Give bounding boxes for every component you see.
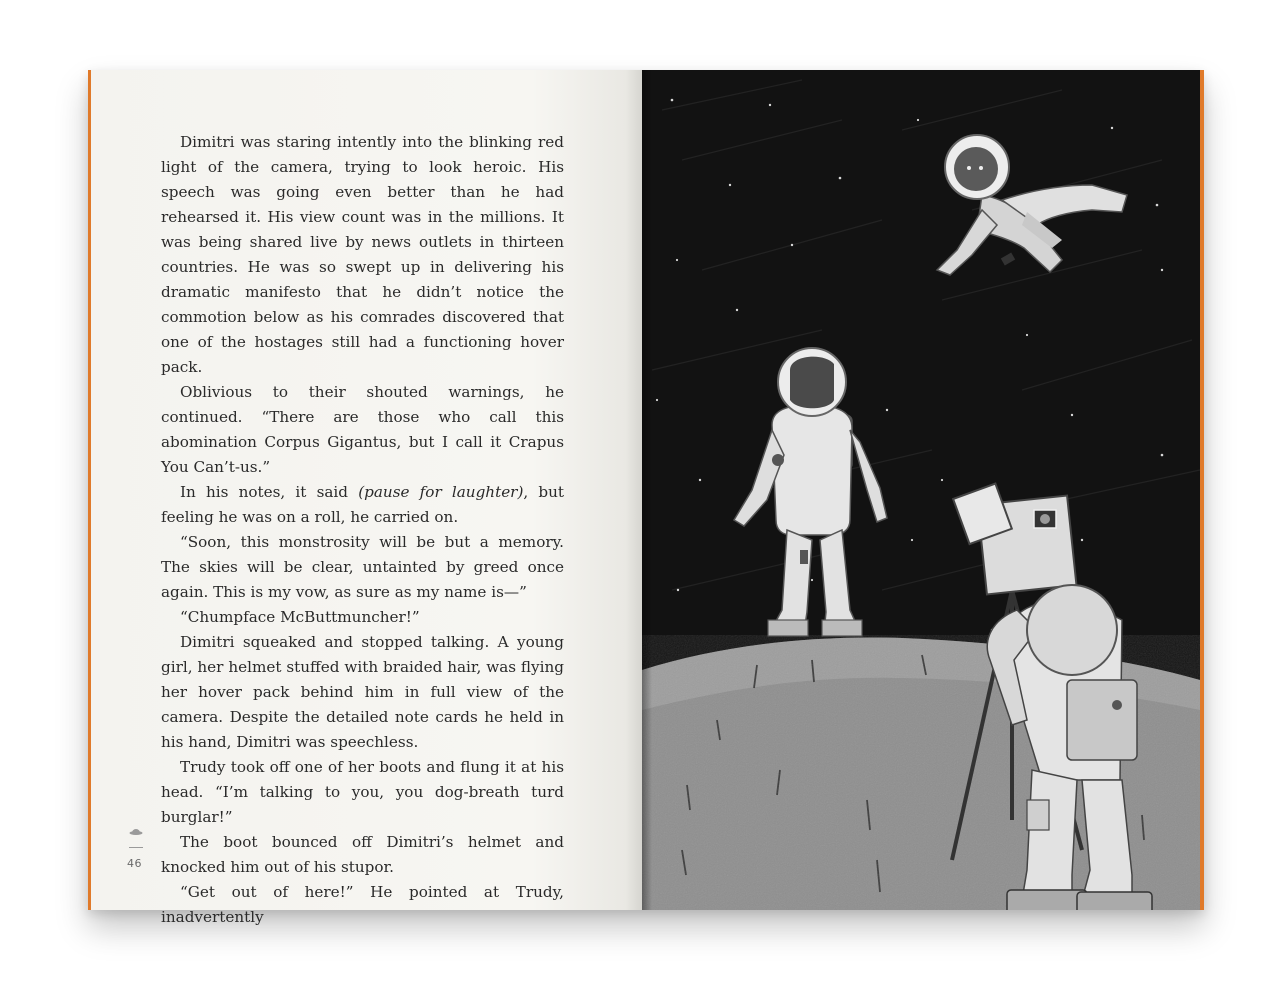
paragraph: [161, 530, 564, 605]
text-run: “Chumpface McButtmuncher!”: [180, 608, 420, 626]
text-run: “Get out of here!” He pointed at Trudy, inadvertently: [161, 883, 564, 926]
text-run: In his notes, it said: [180, 483, 359, 501]
sky-strokes: [652, 80, 1200, 590]
paragraph: [161, 480, 564, 530]
paragraph: [161, 605, 564, 630]
text-run: Dimitri was staring intently into the blinking red light of the camera, trying to look heroic. His speech was going even better than he had rehearsed it. His view count was in the millions. It was being shared live by news outlets in thirteen countries. He was so swept up in delivering his dramatic manifesto that he didn’t notice the commotion below as his comrades discovered that one of the hostages still had a functioning hover pack.: [161, 133, 564, 376]
paragraph: [161, 880, 564, 930]
planet-icon: [129, 828, 143, 836]
paragraph: [161, 130, 564, 380]
right-page-illustration: [642, 70, 1200, 910]
text-run: , but feeling he was on a roll, he carried on.: [161, 483, 565, 526]
text-run: Trudy took off one of her boots and flung it at his head. “I’m talking to you, you dog-breath turd burglar!”: [161, 758, 564, 826]
text-run: Oblivious to their shouted warnings, he continued. “There are those who call this abomination Corpus Gigantus, but I call it Crapus You Can’t-us.”: [161, 383, 564, 476]
paragraph: [161, 830, 564, 880]
body-text: [161, 130, 564, 930]
page-number-rule: [129, 847, 143, 848]
astronaut-illustration: [642, 70, 1200, 910]
paragraph: [161, 380, 564, 480]
book-spread: [88, 70, 1204, 926]
paragraph: [161, 630, 564, 755]
italic-text: (pause for laughter): [358, 483, 524, 501]
page-number: 46: [127, 857, 142, 870]
standing-astronaut: [734, 348, 887, 636]
floating-astronaut: [937, 135, 1127, 275]
page-edge-right: [1200, 70, 1204, 910]
gutter-shadow: [642, 70, 652, 910]
text-run: “Soon, this monstrosity will be but a memory. The skies will be clear, untainted by greed once again. This is my vow, as sure as my name is—”: [161, 533, 564, 601]
text-run: Dimitri squeaked and stopped talking. A young girl, her helmet stuffed with braided hair, was flying her hover pack behind him in full view of the camera. Despite the detailed note cards he held in his hand, Dimitri was speechless.: [161, 633, 564, 751]
paragraph: [161, 755, 564, 830]
left-page: [91, 70, 642, 926]
text-run: The boot bounced off Dimitri’s helmet and knocked him out of his stupor.: [161, 833, 564, 876]
stars: [656, 99, 1163, 632]
